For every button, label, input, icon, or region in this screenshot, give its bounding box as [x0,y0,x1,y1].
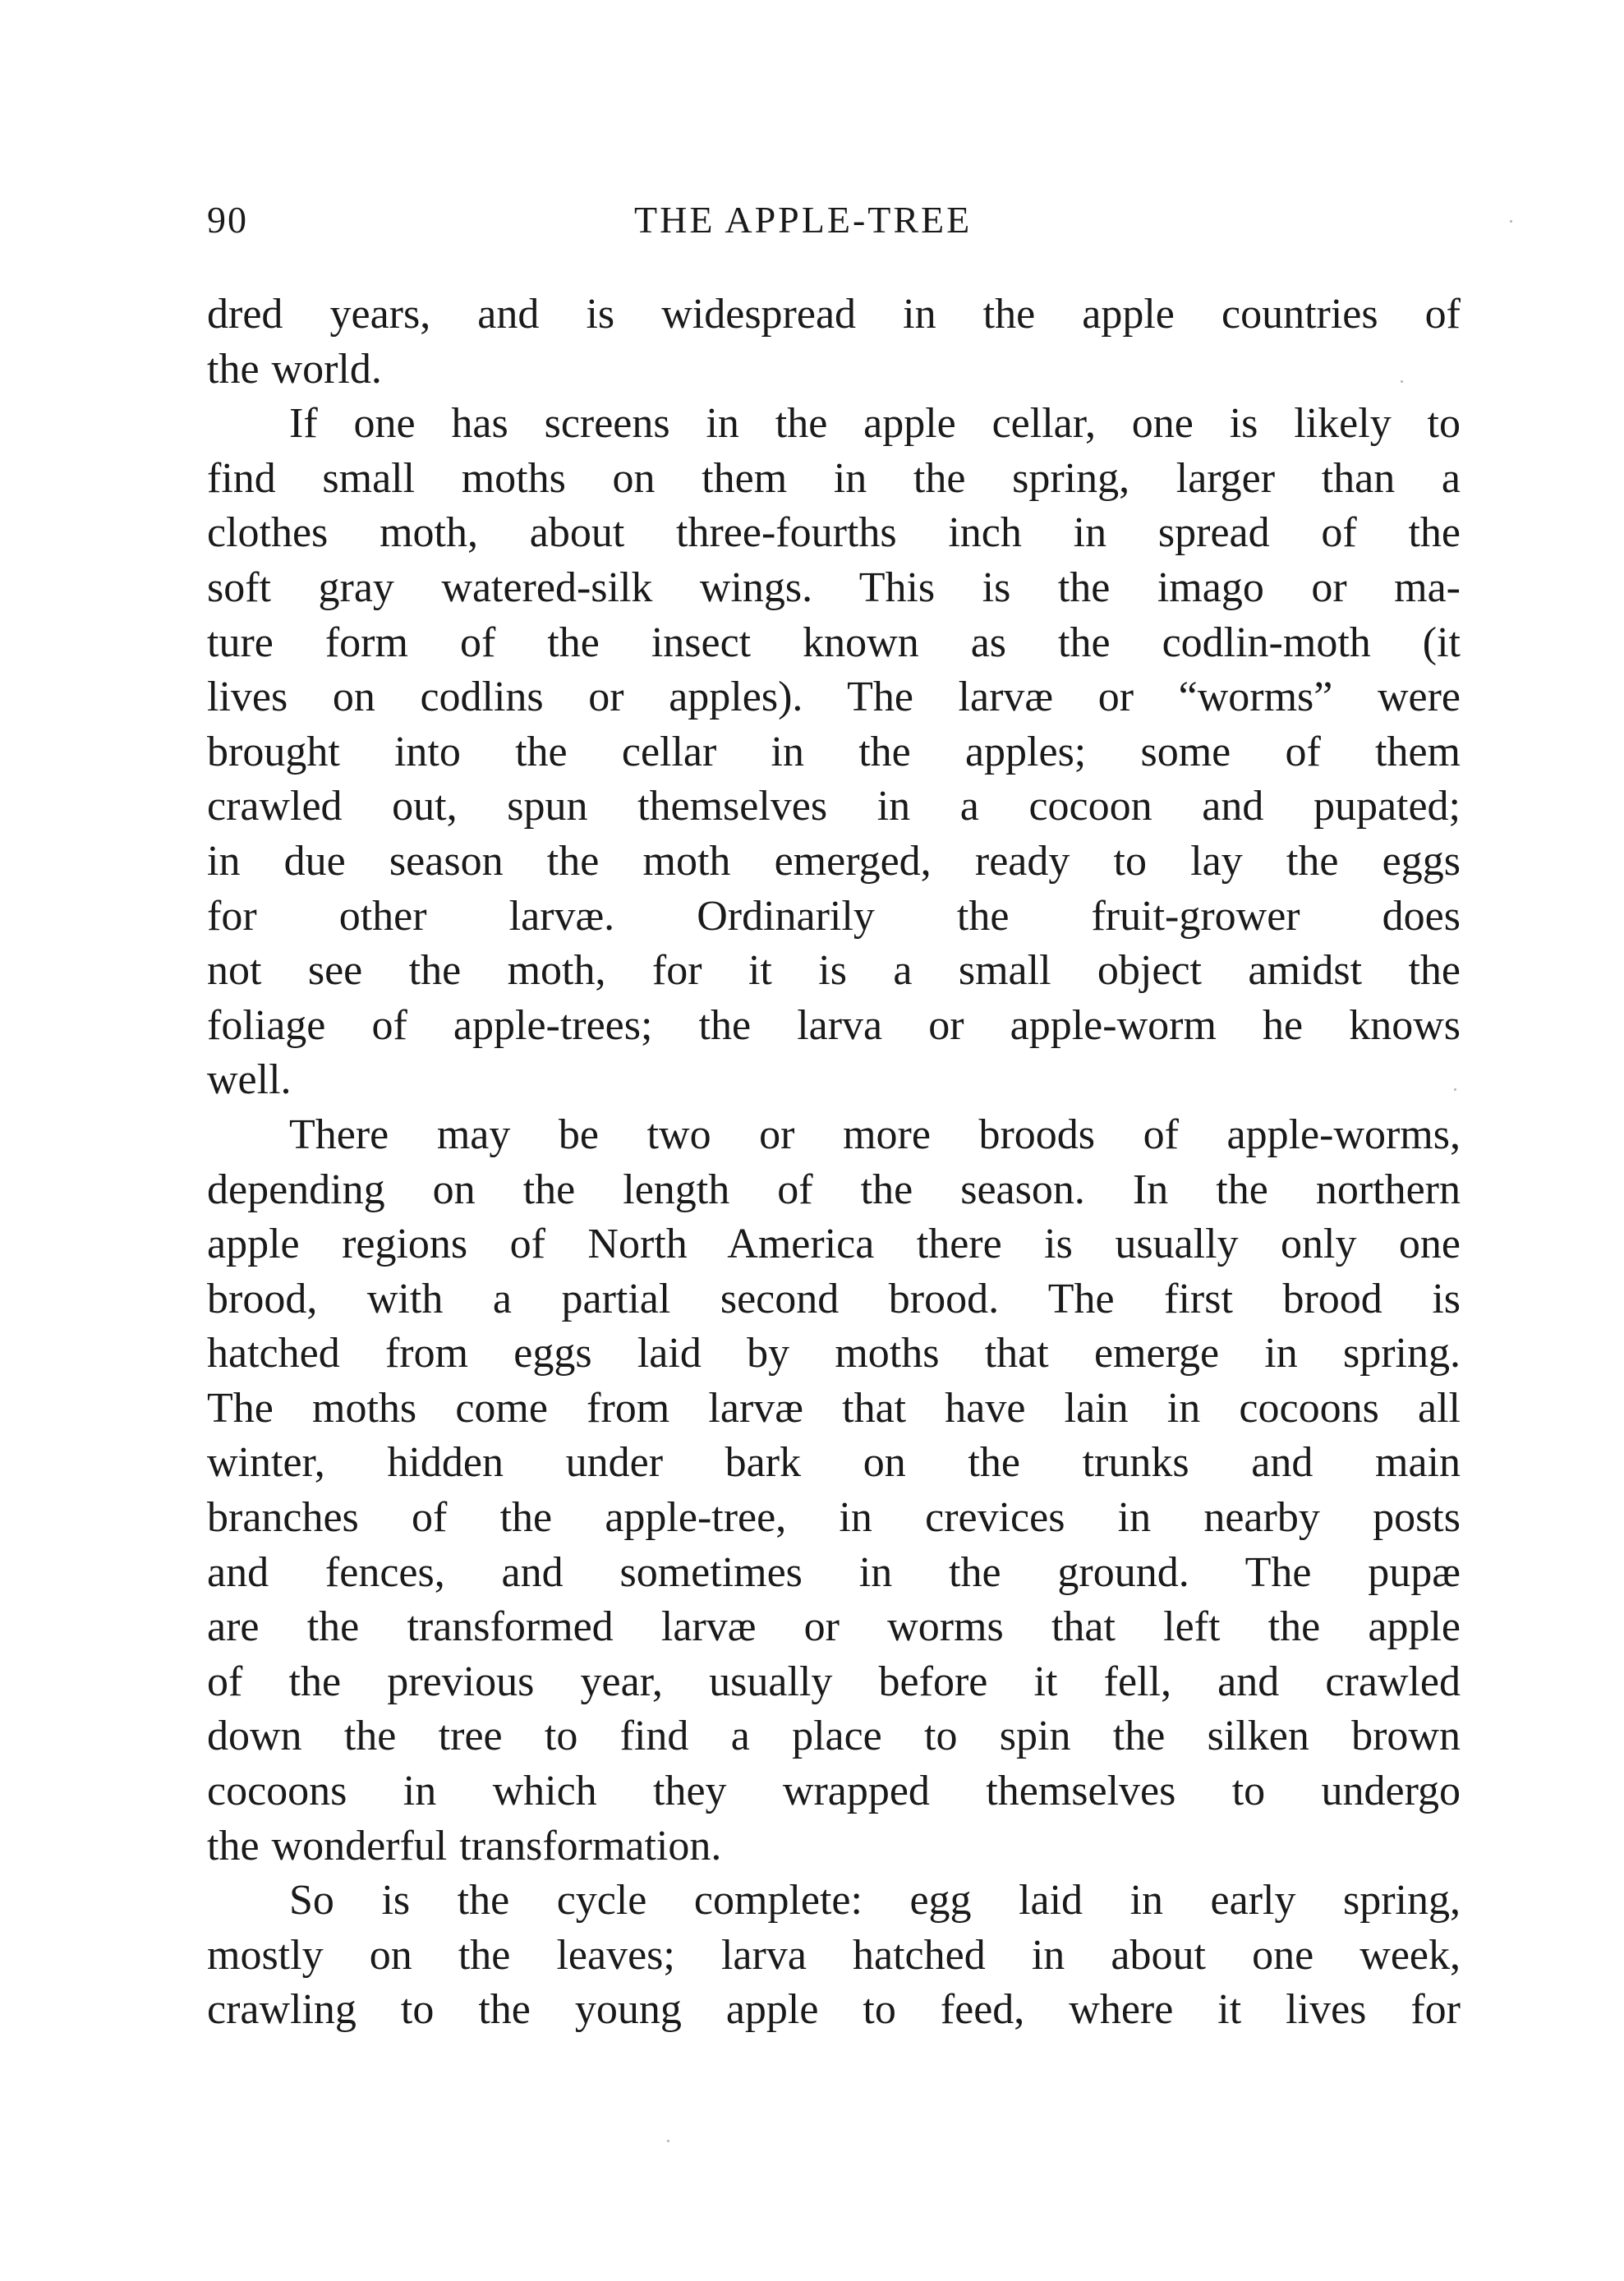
text-line: and fences, and sometimes in the ground. The pupæ [207,1548,1461,1596]
text-line: down the tree to find a place to spin the silken brown [207,1713,1461,1760]
text-line: crawled out, spun themselves in a cocoon and pupated; [207,783,1461,830]
text-line: for other larvæ. Ordinarily the fruit-grower does [207,892,1461,940]
scan-speck [1454,1088,1456,1091]
text-line: the world. [207,345,382,393]
scan-speck [1510,220,1512,223]
text-line: of the previous year, usually before it fell, and crawled [207,1658,1461,1705]
text-line: branches of the apple-tree, in crevices in nearby posts [207,1494,1461,1542]
text-line: ture form of the insect known as the codlin-moth (it [207,619,1461,666]
text-line: There may be two or more broods of apple-worms, [289,1111,1461,1158]
text-line: in due season the moth emerged, ready to lay the eggs [207,837,1461,885]
text-line: soft gray watered-silk wings. This is the imago or ma- [207,563,1461,611]
scan-speck [1401,380,1403,383]
running-title: THE APPLE-TREE [634,199,973,241]
text-line: So is the cycle complete: egg laid in early spring, [289,1877,1461,1925]
text-line: cocoons in which they wrapped themselves to undergo [207,1768,1461,1815]
text-line: dred years, and is widespread in the apple countries of [207,291,1461,338]
text-line: brought into the cellar in the apples; some of them [207,728,1461,775]
text-line: foliage of apple-trees; the larva or apple-worm he knows [207,1001,1461,1049]
text-line: clothes moth, about three-fourths inch in spread of the [207,509,1461,557]
body-text [207,287,1461,2038]
text-line: brood, with a partial second brood. The first brood is [207,1275,1461,1322]
text-line: apple regions of North America there is usually only one [207,1221,1461,1268]
text-line: mostly on the leaves; larva hatched in about one week, [207,1931,1461,1979]
paragraph [207,397,1461,1108]
text-line: lives on codlins or apples). The larvæ or “worms” were [207,674,1461,721]
paragraph [207,1874,1461,2038]
page-number: 90 [207,199,248,241]
paragraph [207,287,1461,397]
scan-speck [667,2140,669,2142]
text-line: are the transformed larvæ or worms that left the apple [207,1603,1461,1651]
text-line: well. [207,1056,292,1104]
text-line: hatched from eggs laid by moths that emerge in spring. [207,1330,1461,1377]
text-line: the wonderful transformation. [207,1822,722,1869]
text-line: If one has screens in the apple cellar, one is likely to [289,400,1461,448]
paragraph [207,1108,1461,1874]
text-line: not see the moth, for it is a small object amidst the [207,947,1461,995]
text-line: crawling to the young apple to feed, where it lives for [207,1986,1461,2034]
text-line: find small moths on them in the spring, larger than a [207,454,1461,502]
text-line: winter, hidden under bark on the trunks and main [207,1439,1461,1487]
running-header [207,195,1461,245]
text-line: The moths come from larvæ that have lain in cocoons all [207,1384,1461,1432]
text-line: depending on the length of the season. In the northern [207,1166,1461,1213]
